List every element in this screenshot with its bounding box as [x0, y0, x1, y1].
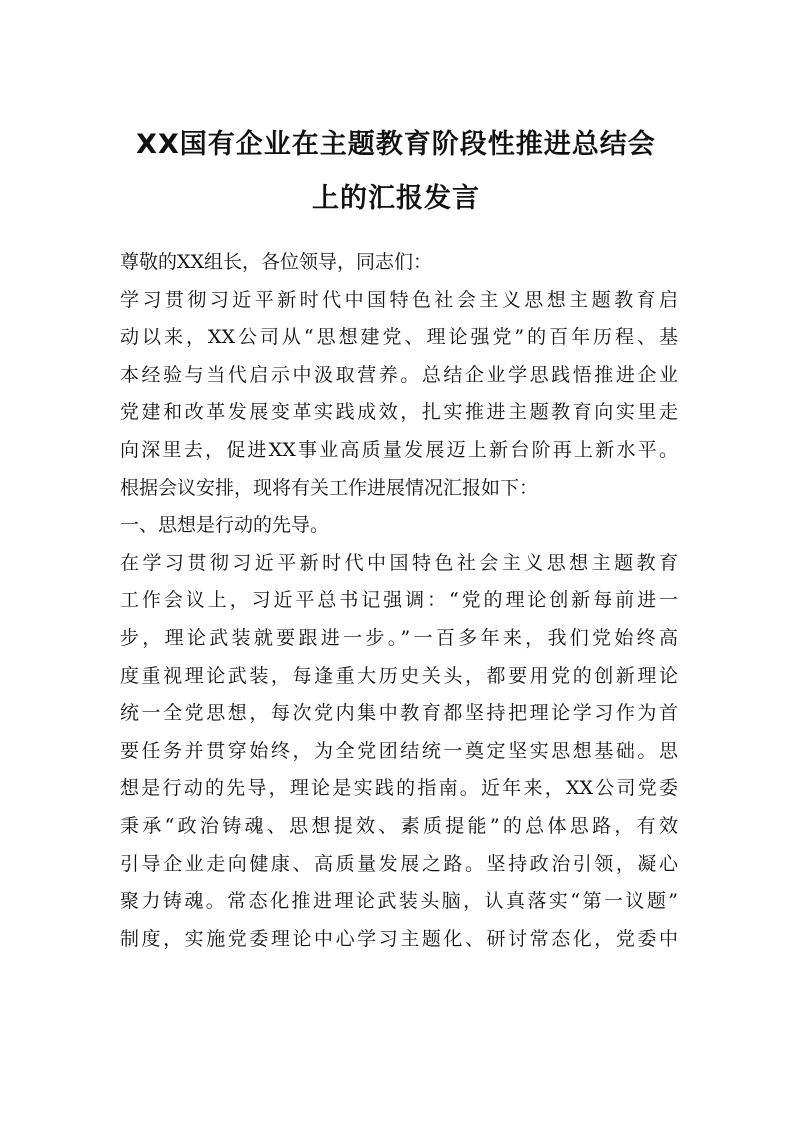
body-line: 秉承“政治铸魂、思想提效、素质提能”的总体思路，有效 [120, 814, 678, 837]
document-title [96, 118, 696, 226]
body-line: 制度，实施党委理论中心学习主题化、研讨常态化，党委中 [120, 927, 678, 950]
body-line: 步，理论武装就要跟进一步。”一百多年来，我们党始终高 [120, 626, 678, 649]
title-line-1: XX国有企业在主题教育阶段性推进总结会 [136, 129, 656, 160]
body-line: 引导企业走向健康、高质量发展之路。坚持政治引领，凝心 [120, 852, 678, 875]
body-line: 想是行动的先导，理论是实践的指南。近年来，XX公司党委 [120, 777, 678, 800]
body-line: 根据会议安排，现将有关工作进展情况汇报如下： [120, 476, 539, 499]
body-line: 度重视理论武装，每逢重大历史关头，都要用党的创新理论 [120, 664, 678, 687]
body-line: 学习贯彻习近平新时代中国特色社会主义思想主题教育启 [120, 288, 678, 311]
body-line: 向深里去，促进XX事业高质量发展迈上新台阶再上新水平。 [120, 438, 678, 461]
section-heading: 一、思想是行动的先导。 [120, 514, 330, 537]
body-line: 党建和改革发展变革实践成效，扎实推进主题教育向实里走 [120, 401, 678, 424]
body-line: 聚力铸魂。常态化推进理论武装头脑，认真落实“第一议题” [120, 890, 678, 913]
body-line: 本经验与当代启示中汲取营养。总结企业学思践悟推进企业 [120, 363, 678, 386]
body-line: 在学习贯彻习近平新时代中国特色社会主义思想主题教育 [120, 551, 678, 574]
document-body [120, 244, 678, 958]
body-line: 统一全党思想，每次党内集中教育都坚持把理论学习作为首 [120, 702, 678, 725]
body-line: 工作会议上，习近平总书记强调：“党的理论创新每前进一 [120, 589, 678, 612]
title-line-2: 上的汇报发言 [312, 183, 480, 214]
body-line: 要任务并贯穿始终，为全党团结统一奠定坚实思想基础。思 [120, 739, 678, 762]
body-line: 动以来，XX公司从“思想建党、理论强党”的百年历程、基 [120, 326, 678, 349]
salutation-line: 尊敬的XX组长，各位领导，同志们： [120, 251, 433, 273]
